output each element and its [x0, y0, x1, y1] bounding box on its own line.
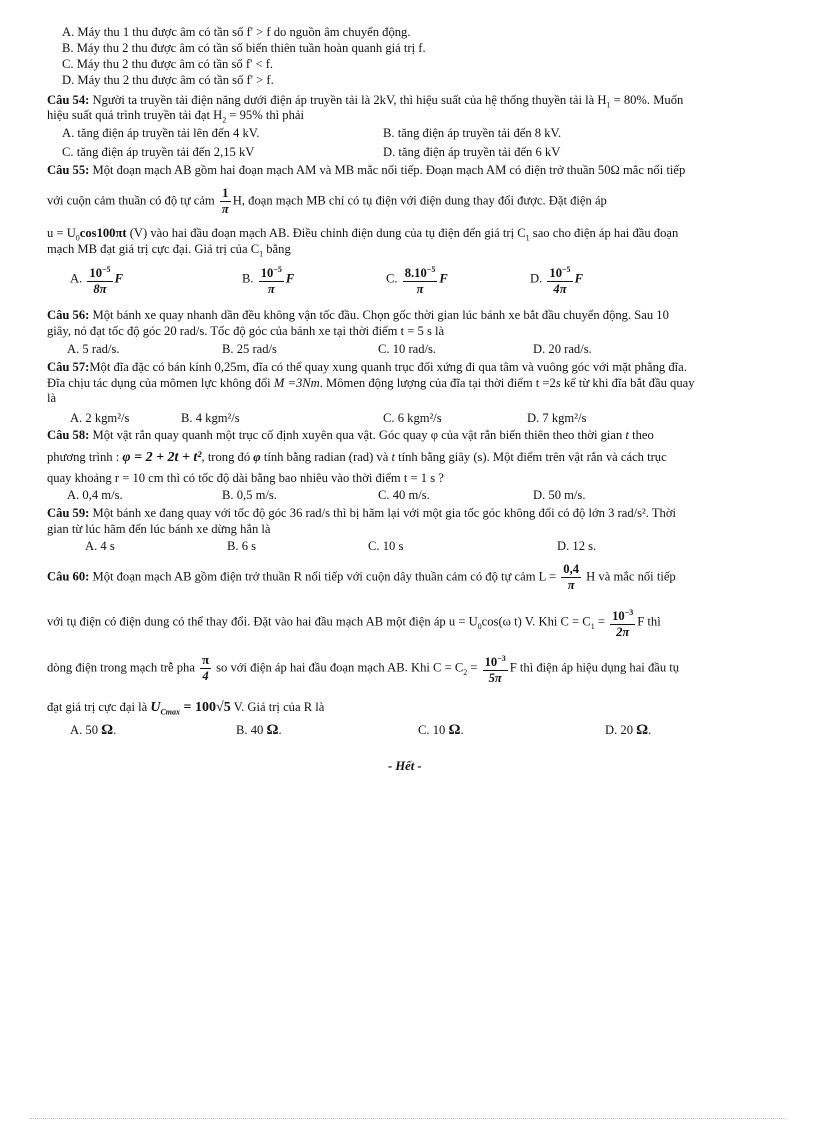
q57-stem-line1 [47, 360, 687, 375]
q56-option-d: D. 20 rad/s. [533, 342, 592, 356]
q54-text2b: = 95% thì phải [226, 108, 304, 122]
q55-inductance-fraction [220, 186, 231, 217]
q55-stem-line2 [47, 186, 769, 217]
q58-equation: φ = 2 + 2t + t² [122, 450, 202, 465]
q58-stem-line2 [47, 450, 667, 465]
page-bottom-rule [30, 1118, 786, 1119]
q60-c2-num: 10 [484, 655, 498, 670]
q58-option-d: D. 50 m/s. [533, 488, 586, 502]
q55-option-d [530, 262, 583, 297]
q60-text3d: F thì điện áp hiệu dụng hai đầu tụ [509, 660, 680, 675]
q60-stem-line2 [47, 605, 661, 640]
q55-text3d: sao cho điện áp hai đầu đoạn [529, 226, 679, 240]
q60-option-d [605, 723, 651, 738]
q59-label: Câu 59: [47, 506, 90, 520]
q59-option-a: A. 4 s [85, 539, 115, 553]
q54-stem-line2 [47, 108, 304, 128]
q55-voltage-eq: cos100πt [79, 226, 127, 240]
q60-a-dot: . [113, 723, 117, 737]
q58-var-t: t [625, 428, 629, 442]
q55-option-c [386, 262, 448, 297]
q58-text1b: theo [628, 428, 654, 442]
q60-b-ohm: Ω [266, 722, 279, 738]
q58-text1: Một vật rắn quay quanh một trục cố định xuyên qua vật. Góc quay φ của vật rắn biến thiên theo thời gian [89, 428, 626, 442]
q58-stem-line1 [47, 428, 654, 443]
q58-phi: φ [253, 450, 261, 464]
q55-b-den: π [267, 282, 275, 297]
q60-sub3: 2 [463, 668, 468, 677]
q60-l-den: π [567, 578, 575, 592]
q58-option-c: C. 40 m/s. [378, 488, 430, 502]
q55-sub4: 1 [259, 249, 264, 259]
q60-phase-den: 4 [202, 669, 209, 684]
q53-option-d: D. Máy thu 2 thu được âm có tần số f' > f. [62, 73, 274, 87]
q58-text2a: phương trình : [47, 450, 123, 464]
q60-label: Câu 60: [47, 569, 90, 584]
q55-a-num: 10 [89, 266, 102, 281]
q53-option-a: A. Máy thu 1 thu được âm có tần số f' > f do nguồn âm chuyển động. [62, 25, 411, 39]
q60-ucmax-sub: Cmax [160, 707, 181, 717]
q60-sub2: 0 [477, 622, 482, 631]
q57-option-a: A. 2 kgm²/s [70, 411, 130, 425]
q55-frac-num: 1 [220, 186, 231, 202]
q60-text4b: V. Giá trị của R là [230, 700, 325, 714]
q56-label: Câu 56: [47, 308, 90, 322]
q58-var-t2: t [391, 450, 395, 464]
q57-text2c: kể từ khi đĩa bắt đầu quay [560, 376, 695, 390]
q60-text2b: cos(ω t) V. Khi C = C [481, 614, 591, 629]
q55-text3a: u = U [47, 226, 76, 240]
q57-option-c: C. 6 kgm²/s [383, 411, 442, 425]
q56-text1: Một bánh xe quay nhanh dần đều không vận tốc đầu. Chọn gốc thời gian lúc bánh xe bắt đầu chuyển động. Sau 10 [89, 308, 669, 322]
q60-text3c: = [467, 660, 481, 675]
q55-c-den: π [416, 282, 424, 297]
q55-c-num: 8.10 [404, 266, 427, 281]
q59-option-d: D. 12 s. [557, 539, 597, 553]
q54-option-a: A. tăng điện áp truyền tải lên đến 4 kV. [62, 126, 260, 140]
q56-stem-line1 [47, 308, 669, 323]
q60-c1-exp: −3 [624, 608, 634, 617]
q58-stem-line3: quay khoảng r = 10 cm thì có tốc độ dài bằng bao nhiêu vào thời điểm t = 1 s ? [47, 471, 444, 485]
q55-frac-den: π [221, 202, 229, 216]
q55-b-exp: −5 [273, 265, 282, 274]
q58-text2d: tính bằng giây (s). Một điểm trên vật rắn và cách trục [394, 450, 667, 464]
q55-sub3: 0 [75, 233, 80, 243]
q57-unit-s: s [555, 376, 561, 390]
q55-text4: mạch MB đạt giá trị cực đại. Giá trị của C [47, 242, 260, 256]
q59-stem-line1 [47, 506, 676, 521]
q55-sub3b: 1 [525, 233, 530, 243]
q55-d-unit: F [574, 271, 583, 286]
q60-l-num: 0,4 [563, 562, 580, 576]
q58-option-b: B. 0,5 m/s. [222, 488, 277, 502]
q55-d-den: 4π [553, 282, 567, 297]
q55-b-num: 10 [260, 266, 274, 281]
q58-text2c: tính bằng radian (rad) và [260, 450, 392, 464]
q56-stem-line2: giây, nó đạt tốc độ góc 20 rad/s. Tốc độ góc của bánh xe tại thời điểm t = 5 s là [47, 324, 445, 338]
q54-label: Câu 54: [47, 93, 90, 107]
q60-option-a [70, 723, 116, 738]
q57-label: Câu 57: [47, 360, 90, 374]
q60-b-dot: . [278, 723, 282, 737]
q60-d-text: D. 20 [605, 723, 637, 737]
q55-option-b [242, 262, 294, 297]
q55-label: Câu 55: [47, 163, 90, 177]
q55-option-a [70, 262, 123, 297]
q59-option-b: B. 6 s [227, 539, 257, 553]
q59-stem-line2: gian từ lúc hãm đến lúc bánh xe dừng hẳn là [47, 522, 271, 536]
q56-option-c: C. 10 rad/s. [378, 342, 437, 356]
q55-a-unit: F [114, 271, 123, 286]
q54-text1: Người ta truyền tải điện năng dưới điện áp truyền tải là 2kV, thì hiệu suất của hệ thống thuyền tải là H [89, 93, 607, 107]
q57-moment: M =3Nm [273, 376, 320, 390]
q54-text1b: = 80%. Muốn [610, 93, 684, 107]
q54-option-d: D. tăng điện áp truyền tải đến 6 kV [383, 145, 561, 159]
q55-d-label: D. [530, 271, 543, 286]
q60-text2c: = [594, 614, 609, 629]
q60-c2-den: 5π [488, 671, 502, 686]
q60-ucmax-val: = 100√5 [180, 700, 231, 715]
q60-text1b: H và mắc nối tiếp [583, 569, 676, 584]
q57-text2a: Đĩa chịu tác dụng của mômen lực không đổi [47, 376, 274, 390]
q60-a-text: A. 50 [70, 723, 102, 737]
q60-c1-den: 2π [616, 625, 630, 640]
q55-d-num: 10 [549, 266, 562, 281]
q60-text2a: với tụ điện có điện dung có thể thay đổi. Đặt vào hai đầu mạch AB một điện áp u = U [47, 614, 478, 629]
q55-text2a: với cuộn cảm thuần có độ tự cảm [47, 193, 215, 208]
q56-option-b: B. 25 rad/s [222, 342, 277, 356]
q60-text2d: F thì [637, 614, 661, 629]
q60-option-c [418, 723, 464, 738]
q54-text2: hiệu suất quá trình truyền tải đạt H [47, 108, 223, 122]
q57-text1: Một đĩa đặc có bán kính 0,25m, đĩa có thể quay xung quanh trục đối xứng đi qua tâm và vuông góc với mặt phẳng đĩa. [89, 360, 687, 374]
q60-c-text: C. 10 [418, 723, 449, 737]
q60-text3a: dòng điện trong mạch trễ pha [47, 660, 199, 675]
q58-label: Câu 58: [47, 428, 90, 442]
q60-phase-num: π [202, 653, 209, 668]
q57-option-d: D. 7 kgm²/s [527, 411, 587, 425]
q60-d-ohm: Ω [636, 722, 649, 738]
q60-c-dot: . [460, 723, 464, 737]
q55-a-label: A. [70, 271, 83, 286]
q60-text1a: Một đoạn mạch AB gồm điện trở thuần R nối tiếp với cuộn dây thuần cảm có độ tự cảm L = [89, 569, 560, 584]
q57-text2b: . Mômen động lượng của đĩa tại thời điểm t =2 [319, 376, 556, 390]
q59-option-c: C. 10 s [368, 539, 404, 553]
q60-text3b: so với điện áp hai đầu đoạn mạch AB. Khi C = C [213, 660, 464, 675]
q55-b-unit: F [285, 271, 295, 286]
q60-ucmax: U [150, 700, 161, 715]
q55-text3c: (V) vào hai đầu đoạn mạch AB. Điều chỉnh điện dung của tụ điện đến giá trị C [126, 226, 526, 240]
q60-c2-exp: −3 [497, 654, 506, 663]
q60-stem-line3 [47, 651, 679, 686]
q55-text4b: bằng [263, 242, 291, 256]
q55-text2b: H, đoạn mạch MB chỉ có tụ điện với điện dung thay đổi được. Đặt điện áp [232, 193, 607, 208]
end-marker: - Hết - [388, 759, 422, 773]
q55-d-exp: −5 [562, 265, 571, 274]
q55-stem-line1 [47, 163, 685, 178]
q55-c-unit: F [439, 271, 448, 286]
q54-sub2: 2 [222, 115, 227, 125]
q57-option-b: B. 4 kgm²/s [181, 411, 240, 425]
q56-option-a: A. 5 rad/s. [67, 342, 120, 356]
q55-stem-line4 [47, 242, 291, 262]
q55-a-den: 8π [93, 282, 107, 297]
q60-c-ohm: Ω [448, 722, 461, 738]
q60-c1-num: 10 [612, 609, 625, 624]
q55-a-exp: −5 [102, 265, 111, 274]
q57-stem-line2 [47, 376, 695, 391]
q59-text1: Một bánh xe đang quay với tốc độ góc 36 rad/s thì bị hãm lại với một gia tốc góc không đổi có độ lớn 3 rad/s². Thời [89, 506, 677, 520]
q53-option-c: C. Máy thu 2 thu được âm có tần số f' < f. [62, 57, 274, 71]
q57-stem-line3: là [47, 391, 57, 405]
q55-text1: Một đoạn mạch AB gồm hai đoạn mạch AM và MB mắc nối tiếp. Đoạn mạch AM có điện trở thuần 50Ω mắc nối tiếp [89, 163, 686, 177]
q55-c-exp: −5 [426, 265, 436, 274]
q58-option-a: A. 0,4 m/s. [67, 488, 123, 502]
q60-d-dot: . [648, 723, 652, 737]
q54-option-b: B. tăng điện áp truyền tải đến 8 kV. [383, 126, 562, 140]
q60-text4a: đạt giá trị cực đại là [47, 700, 151, 714]
q60-b-text: B. 40 [236, 723, 267, 737]
q60-a-ohm: Ω [101, 722, 114, 738]
q60-option-b [236, 723, 282, 738]
q53-option-b: B. Máy thu 2 thu được âm có tần số biến thiên tuần hoàn quanh giá trị f. [62, 41, 426, 55]
q58-text2b: , trong đó [201, 450, 254, 464]
q54-sub1: 1 [606, 100, 611, 110]
q54-option-c: C. tăng điện áp truyền tải đến 2,15 kV [62, 145, 255, 159]
q55-c-label: C. [386, 271, 398, 286]
q55-b-label: B. [242, 271, 254, 286]
q60-stem-line1 [47, 562, 676, 593]
q60-sub2b: 1 [590, 622, 595, 631]
q60-stem-line4 [47, 700, 324, 720]
